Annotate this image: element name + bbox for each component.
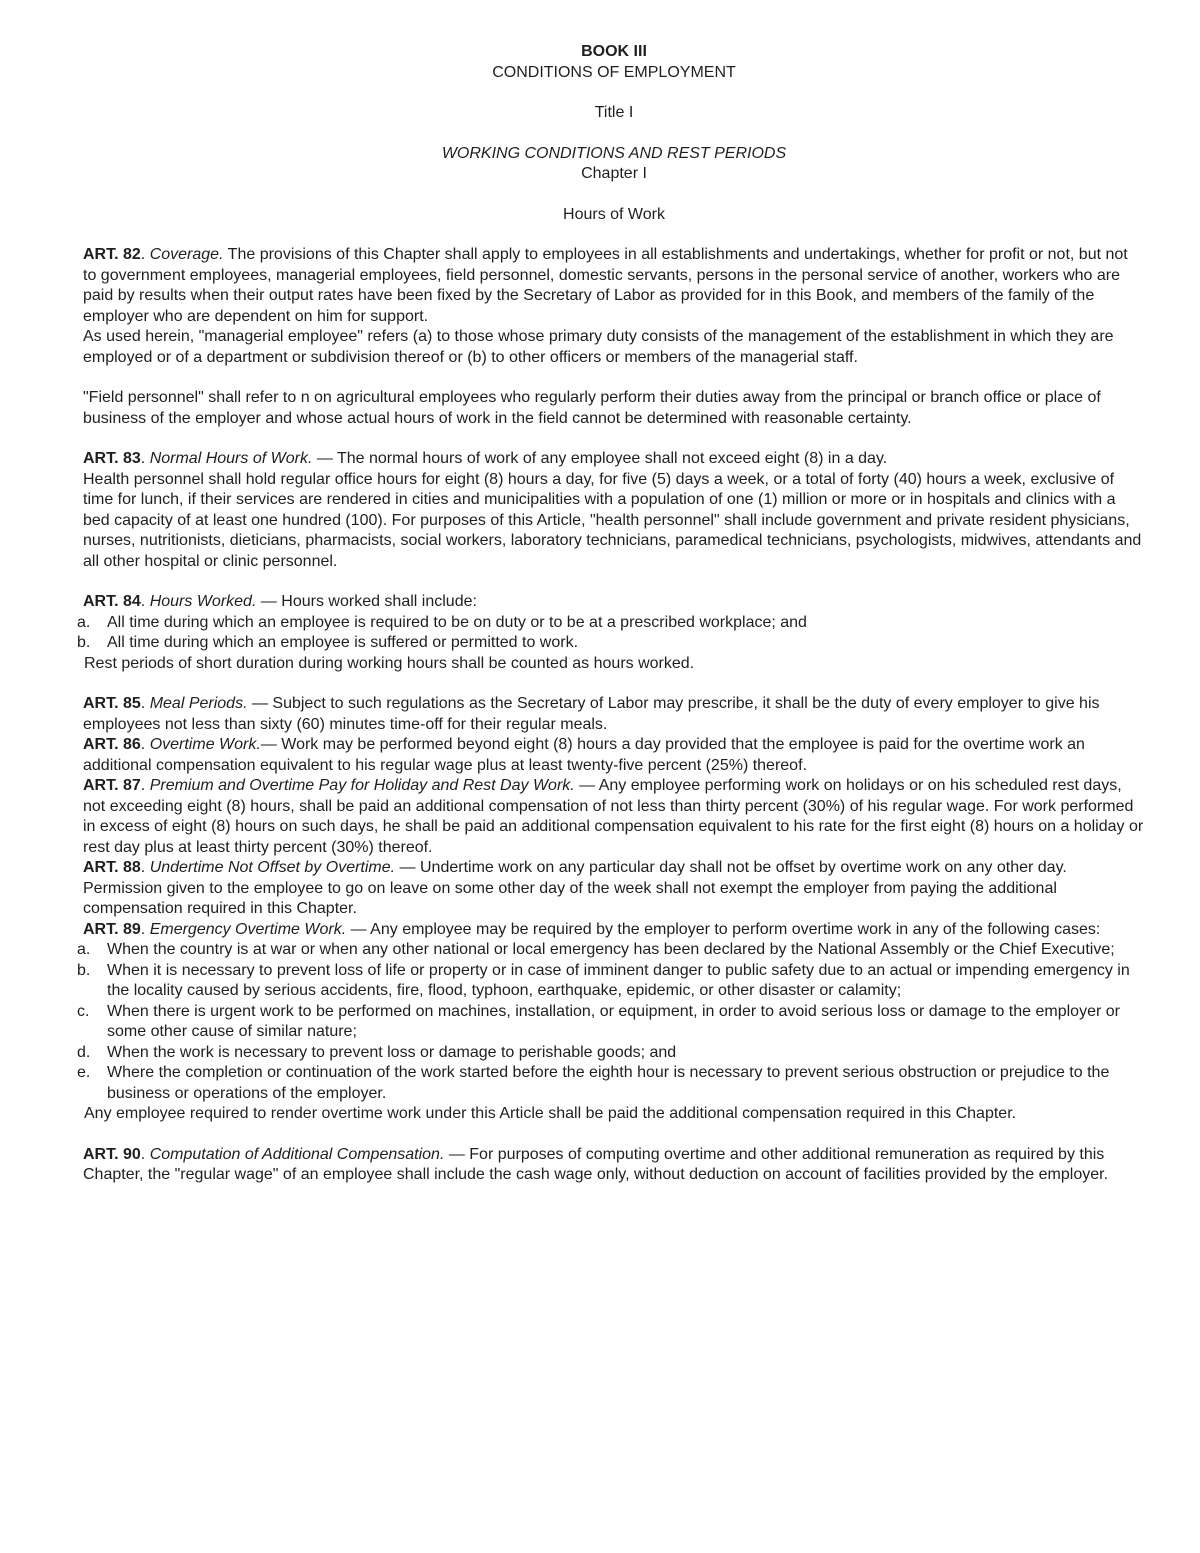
list-item-text: All time during which an employee is required to be on duty or to be at a prescribed workplace; and (107, 613, 807, 631)
chapter-heading: Chapter I (581, 165, 647, 182)
article-title: Hours Worked. (149, 593, 257, 610)
article-body: — Any employee may be required by the employer to perform overtime work in any of the following cases: (346, 920, 1101, 938)
article-label: ART. 87 (83, 777, 141, 794)
title-name: WORKING CONDITIONS AND REST PERIODS (441, 144, 787, 162)
article-83: ART. 83. Normal Hours of Work. — The normal hours of work of any employee shall not exceed eight (8) in a day. (83, 450, 888, 467)
article-84-list (77, 613, 1145, 654)
article-label: ART. 89 (83, 920, 141, 938)
list-item (77, 940, 1145, 961)
list-item (77, 1063, 1145, 1104)
book-heading: BOOK III (581, 43, 647, 60)
article-title: Premium and Overtime Pay for Holiday and Rest Day Work. (149, 777, 575, 794)
list-item-text: Where the completion or continuation of the work started before the eighth hour is necessary to prevent serious obstruction or prejudice to the business or operations of the employer. (107, 1064, 1110, 1102)
list-item-text: When the work is necessary to prevent loss or damage to perishable goods; and (107, 1043, 677, 1061)
article-82: ART. 82. Coverage. The provisions of this Chapter shall apply to employees in all establishments and undertakings, whether for profit or not, but not to government employees, managerial employees, field personnel, domestic servants, persons in the personal service of another, workers who are paid by results when their output rates have been fixed by the Secretary of Labor as provided for in this Book, and members of the family of the employer who are dependent on him for support. (83, 246, 1128, 325)
article-label: ART. 84 (83, 593, 141, 610)
list-marker: a. (77, 613, 91, 631)
article-82-para-2: As used herein, "managerial employee" refers (a) to those whose primary duty consists of the management of the establishment in which they are employed or of a department or subdivision thereof or (b) to other officers or members of the managerial staff. (83, 328, 1114, 366)
article-90: ART. 90. Computation of Additional Compensation. — For purposes of computing overtime and other additional remuneration as required by this Chapter, the "regular wage" of an employee shall include the cash wage only, without deduction on account of facilities provided by the employer. (83, 1145, 1109, 1183)
article-label: ART. 82 (83, 246, 141, 263)
list-marker: d. (77, 1043, 91, 1061)
article-body: — Hours worked shall include: (256, 593, 477, 610)
article-body: — Work may be performed beyond eight (8) hours a day provided that the employee is paid for the overtime work an additional compensation equivalent to his regular wage plus at least twenty-five percent (25%) thereof. (83, 736, 1085, 774)
article-label: ART. 88 (83, 859, 141, 876)
article-body: — Undertime work on any particular day shall not be offset by overtime work on any other day. Permission given to the employee to go on leave on some other day of the week shall not exempt the employer from paying the additional compensation required in this Chapter. (83, 859, 1067, 917)
article-84-after: Rest periods of short duration during working hours shall be counted as hours worked. (84, 654, 695, 672)
article-body: The provisions of this Chapter shall apply to employees in all establishments and undertakings, whether for profit or not, but not to government employees, managerial employees, field personnel, domestic servants, persons in the personal service of another, workers who are paid by results when their output rates have been fixed by the Secretary of Labor as provided for in this Book, and members of the family of the employer who are dependent on him for support. (83, 246, 1128, 325)
list-marker: c. (77, 1002, 90, 1020)
chapter-name: Hours of Work (563, 205, 665, 223)
article-89-list (77, 940, 1145, 1104)
article-89: ART. 89. Emergency Overtime Work. — Any employee may be required by the employer to perform overtime work in any of the following cases: (83, 920, 1101, 938)
document-page (77, 42, 1145, 1186)
article-89-after: Any employee required to render overtime work under this Article shall be paid the additional compensation required in this Chapter. (84, 1105, 1017, 1122)
list-marker: b. (77, 634, 91, 651)
list-item (77, 1002, 1145, 1043)
list-item (77, 1043, 1145, 1064)
article-body: — Subject to such regulations as the Secretary of Labor may prescribe, it shall be the duty of every employer to give his employees not less than sixty (60) minutes time-off for their regular meals. (83, 695, 1100, 733)
list-marker: a. (77, 941, 91, 958)
list-marker: b. (77, 961, 91, 979)
list-item-text: When the country is at war or when any other national or local emergency has been declared by the National Assembly or the Chief Executive; (107, 941, 1115, 958)
book-subtitle: CONDITIONS OF EMPLOYMENT (492, 63, 736, 81)
article-label: ART. 85 (83, 695, 141, 712)
list-item (77, 613, 1145, 634)
article-title: Overtime Work. (149, 736, 261, 753)
title-heading: Title I (594, 104, 634, 121)
article-85: ART. 85. Meal Periods. — Subject to such regulations as the Secretary of Labor may prescribe, it shall be the duty of every employer to give his employees not less than sixty (60) minutes time-off for their regular meals. (83, 695, 1100, 733)
article-label: ART. 86 (83, 736, 141, 753)
article-84: ART. 84. Hours Worked. — Hours worked shall include: (83, 593, 477, 610)
list-item-text: When it is necessary to prevent loss of life or property or in case of imminent danger to public safety due to an actual or impending emergency in the locality caused by serious accidents, fire, flood, typhoon, earthquake, epidemic, or other disaster or calamity; (107, 961, 1130, 999)
article-title: Normal Hours of Work. (149, 450, 313, 467)
article-label: ART. 90 (83, 1145, 141, 1163)
article-body: — The normal hours of work of any employee shall not exceed eight (8) in a day. (312, 450, 888, 467)
article-label: ART. 83 (83, 450, 141, 467)
article-87: ART. 87. Premium and Overtime Pay for Holiday and Rest Day Work. — Any employee performing work on holidays or on his scheduled rest days, not exceeding eight (8) hours, shall be paid an additional compensation of not less than thirty percent (30%) of his regular wage. For work performed in excess of eight (8) hours on such days, he shall be paid an additional compensation equivalent to his rate for the first eight (8) hours on a holiday or rest day plus at least thirty percent (30%) thereof. (83, 777, 1144, 856)
list-item-text: All time during which an employee is suffered or permitted to work. (107, 634, 579, 651)
article-88: ART. 88. Undertime Not Offset by Overtime. — Undertime work on any particular day shall not be offset by overtime work on any other day. Permission given to the employee to go on leave on some other day of the week shall not exempt the employer from paying the additional compensation required in this Chapter. (83, 859, 1067, 917)
article-title: Computation of Additional Compensation. (149, 1145, 445, 1163)
list-item (77, 961, 1145, 1002)
article-title: Meal Periods. (149, 695, 248, 712)
article-83-para-2: Health personnel shall hold regular office hours for eight (8) hours a day, for five (5) days a week, or a total of forty (40) hours a week, exclusive of time for lunch, if their services are rendered in cities and municipalities with a population of one (1) million or more or in hospitals and clinics with a bed capacity of at least one hundred (100). For purposes of this Article, "health personnel" shall include government and private resident physicians, nurses, nutritionists, dieticians, pharmacists, social workers, laboratory technicians, paramedical technicians, psychologists, midwives, attendants and all other hospital or clinic personnel. (83, 470, 1142, 570)
list-item (77, 633, 1145, 654)
article-body: — Any employee performing work on holidays or on his scheduled rest days, not exceeding eight (8) hours, shall be paid an additional compensation of not less than thirty percent (30%) of his regular wage. For work performed in excess of eight (8) hours on such days, he shall be paid an additional compensation equivalent to his rate for the first eight (8) hours on a holiday or rest day plus at least thirty percent (30%) thereof. (83, 777, 1144, 856)
article-title: Undertime Not Offset by Overtime. (149, 859, 396, 876)
article-86: ART. 86. Overtime Work.— Work may be performed beyond eight (8) hours a day provided that the employee is paid for the overtime work an additional compensation equivalent to his regular wage plus at least twenty-five percent (25%) thereof. (83, 736, 1085, 774)
article-title: Coverage. (149, 246, 224, 263)
article-82-para-3: "Field personnel" shall refer to n on agricultural employees who regularly perform their duties away from the principal or branch office or place of business of the employer and whose actual hours of work in the field cannot be determined with reasonable certainty. (83, 389, 1101, 427)
list-marker: e. (77, 1064, 91, 1081)
article-body: — For purposes of computing overtime and other additional remuneration as required by this Chapter, the "regular wage" of an employee shall include the cash wage only, without deduction on account of facilities provided by the employer. (83, 1145, 1109, 1183)
list-item-text: When there is urgent work to be performed on machines, installation, or equipment, in order to avoid serious loss or damage to the employer or some other cause of similar nature; (107, 1002, 1120, 1040)
article-title: Emergency Overtime Work. (149, 920, 347, 938)
